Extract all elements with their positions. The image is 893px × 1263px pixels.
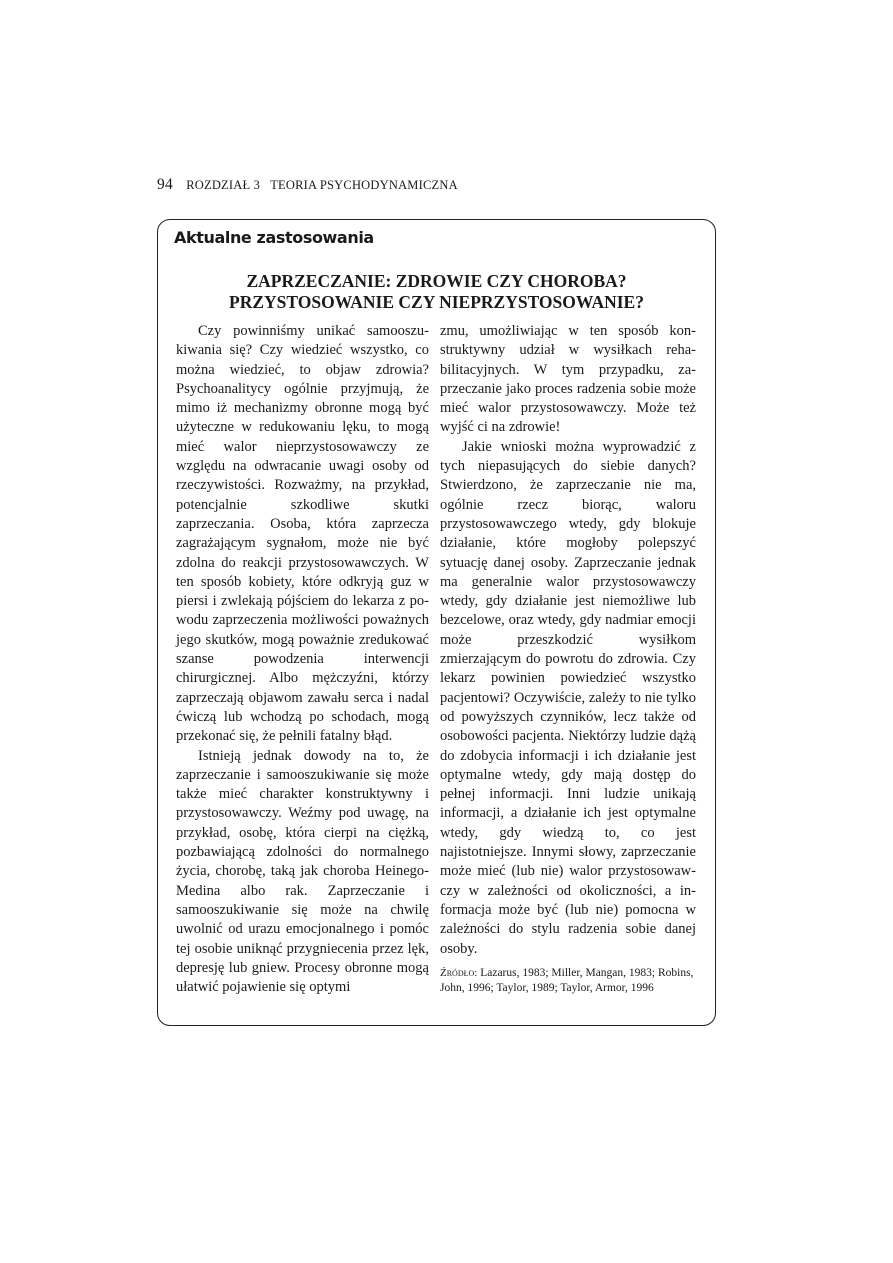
paragraph: zmu, umożliwiając w ten sposób konstruktywny udział w wysiłkach rehabilitacyjnych. W tym przypadku, zaprzeczanie jako proces radzenia sobie może mieć walor przystosowawczy. Może też wyjść ci na zdrowie! xyxy=(440,323,696,436)
right-column xyxy=(440,322,696,997)
box-title-line-2: PRZYSTOSOWANIE CZY NIEPRZYSTOSOWANIE? xyxy=(229,292,644,312)
box-title xyxy=(158,271,715,313)
source-text: Lazarus, 1983; Miller, Mangan, 1983; Robins, John, 1996; Taylor, 1989; Taylor, Armor, 1996 xyxy=(440,966,694,995)
paragraph: Istnieją jednak dowody na to, że zaprzeczanie i samooszukiwanie się może także mieć charakter konstruktywny i przystosowawczy. Weźmy pod uwagę, na przykład, osobę, która cierpi na ciężką, pozbawiającą zdolności do normalnego życia, chorobę, taką jak choroba Heinego-Medina albo rak. Zaprzeczanie i samooszukiwanie się może na chwilę uwolnić od urazu emocjonalnego i pomóc tej osobie uniknąć przygniecenia przez lęk, depresję lub gniew. Procesy obronne mogą ułatwić pojawienie się optymi xyxy=(176,747,429,996)
source-label: Źródło: xyxy=(440,966,478,979)
paragraph: Jakie wnioski można wyprowadzić z tych niepasujących do siebie danych? Stwierdzono, że zaprzeczanie nie ma, ogólnie rzecz biorąc, waloru przystosowawczego wtedy, gdy blokuje działanie, które mogłoby polepszyć sytuację danej osoby. Zaprzeczanie jednak ma generalnie walor przystosowawczy wtedy, gdy działanie jest niemożliwe lub bezcelowe, oraz wtedy, gdy nadmiar emocji może przeszkodzić wysiłkom zmierzającym do powrotu do zdrowia. Czy lekarz powinien powiedzieć wszystko pacjentowi? Oczywiście, zależy to nie tylko od powyższych czynników, lecz także od osobowości pacjenta. Niektórzy ludzie dążą do zdobycia informacji i ich działanie jest optymalne wtedy, gdy mają dostęp do pełnej informacji. Inni ludzie unikają informacji, a działanie ich jest optymalne wtedy, gdy wiedzą to, co jest najistotniejsze. Innymi słowy, zaprzeczanie może mieć (lub nie) walor przystosowawczy w zależności od okoliczności, a informacja może być (lub nie) pomocna w zależności do stylu radzenia sobie danej osoby. xyxy=(440,438,696,957)
paragraph: Czy powinniśmy unikać samooszukiwania się? Czy wiedzieć wszystko, co można wiedzieć, to objaw zdrowia? Psychoanalitycy ogólnie przyjmują, że mimo iż mechanizmy obronne mogą być użyteczne w redukowaniu lęku, to mogą mieć walor nieprzystosowawczy ze względu na odwracanie uwagi osoby od rzeczywistości. Rozważmy, na przykład, potencjalnie szkodliwe skutki zaprzeczania. Osoba, która zaprzecza zagrażającym sygnałom, może nie być zdolna do reakcji przystosowawczych. W ten sposób kobiety, które odkryją guz w piersi i zwlekają pójściem do lekarza z powodu zaprzeczenia możliwości poważnych jego skutków, mogą poważnie zredukować szanse powodzenia interwencji chirurgicznej. Albo mężczyźni, którzy zaprzeczają objawom zawału serca i nadal ćwiczą lub wchodzą po schodach, mogą przekonać się, że pełnili fatalny błąd. xyxy=(176,323,429,745)
sidebar-box xyxy=(157,219,716,1026)
chapter-title: TEORIA PSYCHODYNAMICZNA xyxy=(270,178,458,192)
source-note xyxy=(440,966,696,997)
box-label: Aktualne zastosowania xyxy=(174,228,374,247)
chapter-label: ROZDZIAŁ 3 xyxy=(186,178,261,192)
running-head xyxy=(157,176,458,194)
box-title-line-1: ZAPRZECZANIE: ZDROWIE CZY CHOROBA? xyxy=(246,271,627,291)
left-column xyxy=(176,322,429,997)
page-number: 94 xyxy=(157,176,173,193)
